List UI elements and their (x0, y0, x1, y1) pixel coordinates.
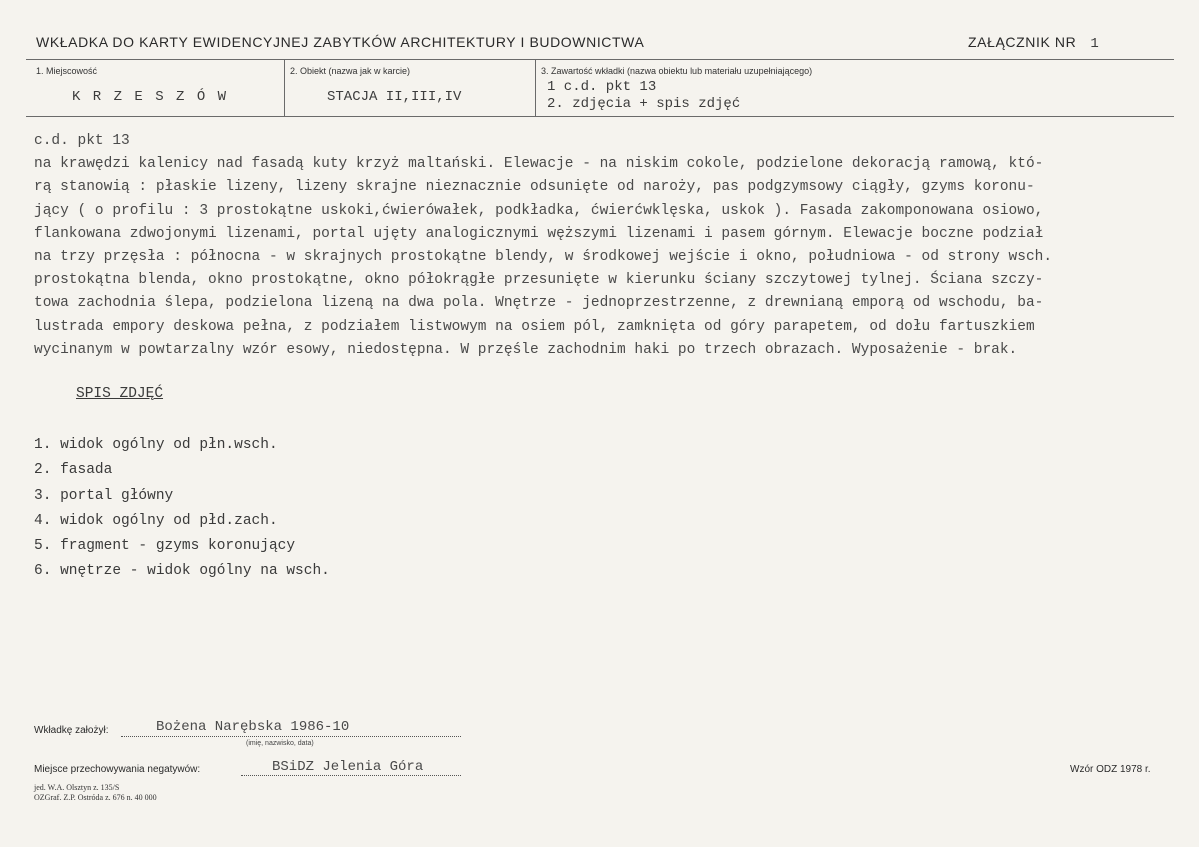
description-line: c.d. pkt 13 (34, 133, 130, 149)
negatives-label: Miejsce przechowywania negatywów: (34, 764, 201, 775)
contents-line-1: 1 c.d. pkt 13 (547, 79, 657, 95)
description-line: prostokątna blenda, okno prostokątne, okno półokrągłe przesunięte w kierunku ściany szczytowej tylnej. Ściana szczy- (34, 272, 1044, 289)
photo-list-item: 3. portal główny (34, 487, 174, 504)
created-by-hint: (imię, nazwisko, data) (246, 740, 314, 747)
printer-line: OZGraf. Z.P. Ostróda z. 676 n. 40 000 (34, 793, 157, 802)
annex-number: 1 (1090, 36, 1100, 52)
annex-label: ZAŁĄCZNIK NR (968, 34, 1077, 50)
object-label: 2. Obiekt (nazwa jak w karcie) (290, 66, 411, 76)
description-line: jący ( o profilu : 3 prostokątne uskoki,ćwierówałek, podkładka, ćwierćwklęska, uskok ). Fasada zakomponowana osiowo, (34, 202, 1044, 219)
description-line: na krawędzi kalenicy nad fasadą kuty krzyż maltański. Elewacje - na niskim cokole, podzielone dekoracją ramową, któ- (34, 156, 1044, 173)
description-line: towa zachodnia ślepa, podzielona lizeną na dwa pola. Wnętrze - jednoprzestrzenne, z drewnianą emporą od wschodu, ba- (34, 295, 1044, 312)
field-divider-1 (284, 59, 285, 116)
photo-list-item: 4. widok ogólny od płd.zach. (34, 512, 278, 529)
description-line: na trzy przęsła : północna - w skrajnych prostokątne blendy, w środkowej wejście i okno, południowa - od strony wsch. (34, 248, 1053, 265)
photo-list-item: 6. wnętrze - widok ogólny na wsch. (34, 563, 330, 580)
photo-list-item: 1. widok ogólny od płn.wsch. (34, 437, 278, 453)
description-line: rą stanowią : płaskie lizeny, lizeny skrajne nieznacznie odsunięte od naroży, pas podgzymsowy ciągły, gzyms koronu- (34, 179, 1035, 196)
description-line: wycinanym w powtarzalny wzór esowy, niedostępna. W przęśle zachodnim haki po trzech obrazach. Wyposażenie - brak. (34, 341, 1018, 358)
photo-list-item: 2. fasada (34, 462, 113, 479)
negatives-value: BSiDZ Jelenia Góra (272, 759, 424, 775)
header-bottom-rule (26, 116, 1174, 117)
contents-label: 3. Zawartość wkładki (nazwa obiektu lub materiału uzupełniającego) (541, 66, 813, 76)
contents-line-2: 2. zdjęcia + spis zdjęć (547, 96, 741, 112)
created-by-label: Wkładkę założył: (34, 725, 109, 736)
photo-list (34, 437, 330, 589)
printer-line: jed. W.A. Olsztyn z. 135/S (34, 783, 120, 792)
printer-imprint (34, 783, 157, 803)
negatives-dots (241, 775, 461, 776)
card-title: WKŁADKA DO KARTY EWIDENCYJNEJ ZABYTKÓW ARCHITEKTURY I BUDOWNICTWA (36, 34, 645, 50)
locality-label: 1. Miejscowość (36, 66, 98, 76)
description-line: flankowana zdwojonymi lizenami, portal ujęty analogicznymi węższymi lizenami i pasem górnym. Elewacje boczne podział (34, 225, 1044, 242)
photo-list-item: 5. fragment - gzyms koronujący (34, 538, 296, 555)
form-number: Wzór ODZ 1978 r. (1070, 764, 1151, 775)
object-value: STACJA II,III,IV (327, 89, 462, 105)
description-line: lustrada empory deskowa pełna, z podziałem listwowym na osiem pól, zamknięta od góry parapetem, od dołu fartuszkiem (34, 318, 1035, 335)
header-top-rule (26, 59, 1174, 60)
created-by-value: Bożena Narębska 1986-10 (156, 719, 350, 735)
photo-list-title: SPIS ZDJĘĆ (76, 386, 164, 402)
locality-value: K R Z E S Z Ó W (72, 89, 229, 105)
description-text (34, 130, 1169, 362)
annex-heading (968, 34, 1099, 52)
created-by-dots (121, 736, 461, 737)
field-divider-2 (535, 59, 536, 116)
